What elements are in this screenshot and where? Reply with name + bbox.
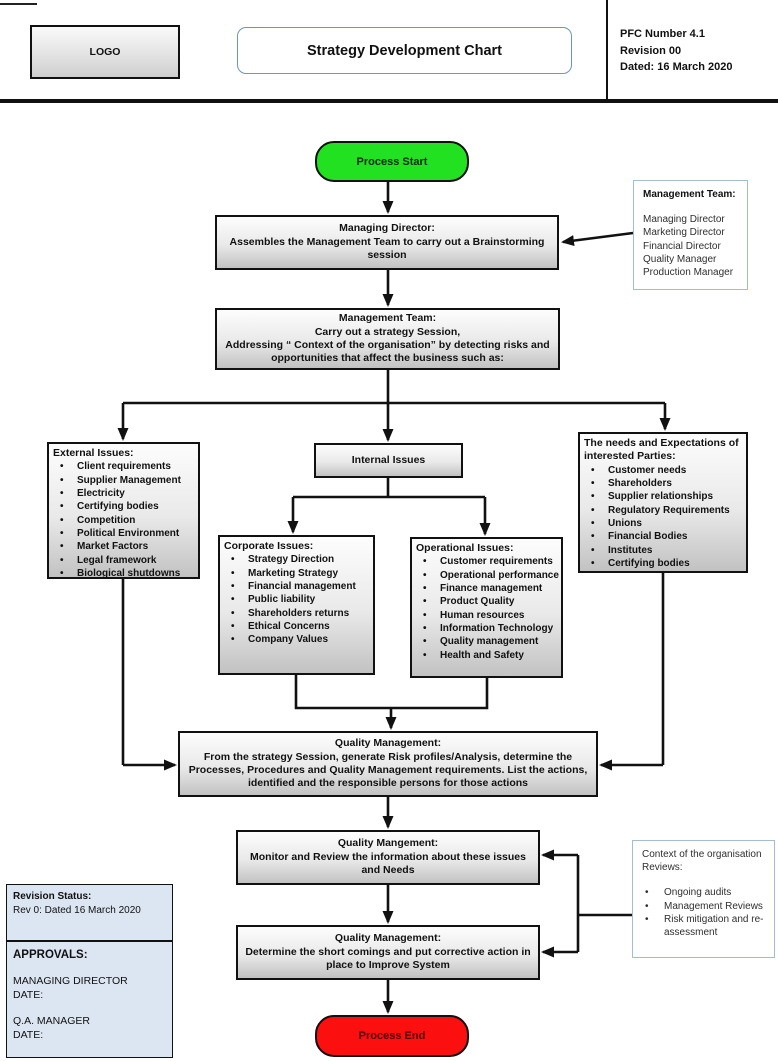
bullet: •	[591, 464, 595, 476]
list-item	[224, 593, 371, 606]
approver-date-label: DATE:	[13, 1029, 44, 1042]
bullet: •	[231, 567, 235, 579]
list-item-label: Certifying bodies	[608, 557, 690, 569]
bullet: •	[60, 514, 64, 526]
note-member: Marketing Director	[643, 227, 725, 239]
list-item	[53, 527, 196, 540]
bullet: •	[645, 900, 649, 912]
list-item	[584, 530, 744, 543]
spacer	[13, 1002, 166, 1014]
list-item-label: Certifying bodies	[77, 501, 159, 513]
bullet: •	[591, 504, 595, 516]
list-item-label: Human resources	[440, 609, 525, 621]
list-item-label: Operational performance	[440, 569, 559, 581]
node-line: Addressing “ Context of the organisation” by detecting risks and opportunities that affect the business such as:	[225, 339, 550, 365]
approvals-label: APPROVALS:	[13, 949, 88, 961]
list-item-label: Client requirements	[77, 461, 171, 473]
revision-status-value: Rev 0: Dated 16 March 2020	[13, 904, 141, 916]
logo-box	[30, 25, 180, 79]
spacer	[642, 874, 768, 886]
revision-approvals-panel	[6, 884, 173, 1058]
list-item-label: Quality management	[440, 636, 539, 648]
revision-status-section	[7, 885, 172, 942]
node-title: Management Team:	[338, 312, 437, 325]
node-quality-management-monitor	[236, 830, 540, 885]
approver-name: MANAGING DIRECTOR	[13, 974, 128, 987]
bullet: •	[591, 491, 595, 503]
approver-date-label: DATE:	[13, 988, 44, 1001]
node-managing-director	[215, 215, 559, 270]
list-item	[53, 514, 196, 527]
list-item-label: Supplier relationships	[608, 491, 714, 503]
list-item-label: Information Technology	[440, 622, 554, 634]
list-item	[53, 487, 196, 500]
list-title: The needs and Expectations of interested Parties:	[584, 437, 739, 463]
bullet: •	[231, 634, 235, 646]
node-operational-issues	[410, 537, 563, 678]
list-item-label: Customer needs	[608, 464, 687, 476]
list-item-label: Unions	[608, 518, 642, 530]
list-item	[224, 567, 371, 580]
logo-label: LOGO	[89, 46, 121, 58]
list-item-label: Marketing Strategy	[248, 567, 339, 579]
list-title: External Issues:	[53, 447, 134, 459]
bullet: •	[60, 488, 64, 500]
list-item-label: Risk mitigation and re-assessment	[664, 913, 764, 939]
list-item-label: Supplier Management	[77, 474, 181, 486]
list-item	[416, 582, 559, 595]
list-item-label: Product Quality	[440, 596, 515, 608]
list-item	[416, 622, 559, 635]
bullet: •	[423, 622, 427, 634]
list-item-label: Ethical Concerns	[248, 620, 330, 632]
bullet: •	[423, 583, 427, 595]
bullet: •	[423, 636, 427, 648]
bullet: •	[60, 527, 64, 539]
note-context-reviews	[632, 840, 775, 958]
bullet: •	[591, 518, 595, 530]
node-title: Quality Management:	[334, 737, 442, 750]
node-body: Assembles the Management Team to carry out a Brainstorming session	[229, 235, 545, 262]
list-item	[584, 477, 744, 490]
document-meta	[620, 26, 733, 76]
list-item	[53, 460, 196, 473]
bullet: •	[645, 887, 649, 899]
list-item	[224, 607, 371, 620]
bullet: •	[231, 594, 235, 606]
bullet: •	[423, 596, 427, 608]
list-item-label: Regulatory Requirements	[608, 504, 730, 516]
doc-revision: Revision 00	[620, 44, 682, 57]
list-item-label: Strategy Direction	[248, 554, 335, 566]
revision-status-label: Revision Status:	[13, 891, 92, 902]
list-item-label: Shareholders	[608, 478, 672, 490]
node-internal-issues	[314, 443, 463, 478]
node-title: Quality Mangement:	[337, 837, 439, 850]
list-item	[224, 633, 371, 646]
list-item-label: Electricity	[77, 488, 125, 500]
list-item	[584, 504, 744, 517]
bullet: •	[60, 501, 64, 513]
bullet: •	[231, 581, 235, 593]
header-divider-horizontal	[0, 99, 778, 103]
bullet: •	[591, 544, 595, 556]
bullet: •	[423, 556, 427, 568]
process-end-label: Process End	[358, 1030, 426, 1042]
node-management-team	[215, 308, 560, 370]
note-member: Financial Director	[643, 240, 721, 252]
bullet: •	[423, 609, 427, 621]
list-item	[53, 567, 196, 580]
list-item	[584, 544, 744, 557]
header-divider-vertical	[606, 0, 608, 101]
bullet: •	[423, 569, 427, 581]
note-member: Quality Manager	[643, 253, 717, 265]
node-title: Internal Issues	[351, 453, 426, 466]
list-title: Corporate Issues:	[224, 540, 314, 552]
list-item	[642, 886, 768, 899]
note-management-team-members	[633, 180, 748, 290]
list-item-label: Health and Safety	[440, 649, 524, 661]
node-title: Managing Director:	[339, 222, 435, 235]
list-item	[53, 474, 196, 487]
list-item-label: Finance management	[440, 583, 543, 595]
list-item-label: Public liability	[248, 594, 316, 606]
node-quality-management-risk	[178, 731, 598, 797]
list-item-label: Legal framework	[77, 554, 157, 566]
list-item	[416, 569, 559, 582]
list-item	[53, 540, 196, 553]
node-body: Monitor and Review the information about these issues and Needs	[250, 850, 526, 877]
list-item	[416, 595, 559, 608]
list-item-label: Financial Bodies	[608, 531, 688, 543]
note-title: Context of the organisation Reviews:	[642, 849, 762, 874]
node-body: Determine the short comings and put corrective action in place to Improve System	[245, 945, 531, 972]
doc-number: PFC Number 4.1	[620, 28, 705, 40]
list-item	[53, 554, 196, 567]
list-item	[584, 490, 744, 503]
note-title: Management Team:	[643, 189, 736, 200]
page-title-box	[237, 27, 572, 74]
page-title: Strategy Development Chart	[307, 42, 502, 59]
list-item-label: Financial management	[248, 581, 356, 593]
list-item-label: Shareholders returns	[248, 607, 350, 619]
process-start-node	[315, 141, 469, 182]
list-item	[416, 649, 559, 662]
list-title: Operational Issues:	[416, 542, 514, 554]
node-line: Carry out a strategy Session,	[314, 325, 461, 338]
note-member: Managing Director	[643, 214, 725, 226]
bullet: •	[423, 649, 427, 661]
node-external-issues	[47, 442, 200, 579]
process-start-label: Process Start	[356, 155, 428, 168]
list-item	[224, 620, 371, 633]
bullet: •	[231, 554, 235, 566]
list-item-label: Political Environment	[77, 527, 180, 539]
node-corporate-issues	[218, 535, 375, 675]
bullet: •	[591, 531, 595, 543]
bullet: •	[60, 474, 64, 486]
process-end-node	[315, 1015, 469, 1057]
list-item-label: Customer requirements	[440, 556, 553, 568]
bullet: •	[591, 557, 595, 569]
note-member: Production Manager	[643, 266, 734, 278]
bullet: •	[231, 620, 235, 632]
node-quality-management-corrective	[236, 925, 540, 980]
node-title: Quality Management:	[334, 932, 442, 945]
doc-date: Dated: 16 March 2020	[620, 61, 733, 73]
list-item-label: Company Values	[248, 634, 329, 646]
list-item-label: Biological shutdowns	[77, 567, 181, 579]
bullet: •	[231, 607, 235, 619]
bullet: •	[60, 567, 64, 579]
list-item	[584, 517, 744, 530]
list-item	[53, 500, 196, 513]
bullet: •	[60, 461, 64, 473]
list-item	[416, 609, 559, 622]
spacer	[643, 201, 741, 213]
list-item	[584, 557, 744, 570]
node-body: From the strategy Session, generate Risk profiles/Analysis, determine the Processes, Procedures and Quality Management requirements. List the actions, identified and the responsible persons for those actions	[188, 750, 588, 790]
list-item	[642, 913, 768, 940]
list-item	[416, 555, 559, 568]
list-item-label: Ongoing audits	[664, 887, 732, 899]
bullet: •	[645, 913, 649, 925]
list-item-label: Institutes	[608, 544, 653, 556]
bullet: •	[60, 541, 64, 553]
list-item-label: Management Reviews	[664, 900, 763, 912]
node-interested-parties	[578, 432, 748, 573]
list-item	[584, 464, 744, 477]
list-item-label: Market Factors	[77, 541, 149, 553]
approver-name: Q.A. MANAGER	[13, 1014, 91, 1027]
list-item	[224, 553, 371, 566]
list-item	[224, 580, 371, 593]
corner-line	[0, 3, 37, 5]
bullet: •	[591, 478, 595, 490]
list-item	[642, 900, 768, 913]
bullet: •	[60, 554, 64, 566]
list-item-label: Competition	[77, 514, 136, 526]
approvals-section	[7, 942, 172, 1048]
list-item	[416, 635, 559, 648]
